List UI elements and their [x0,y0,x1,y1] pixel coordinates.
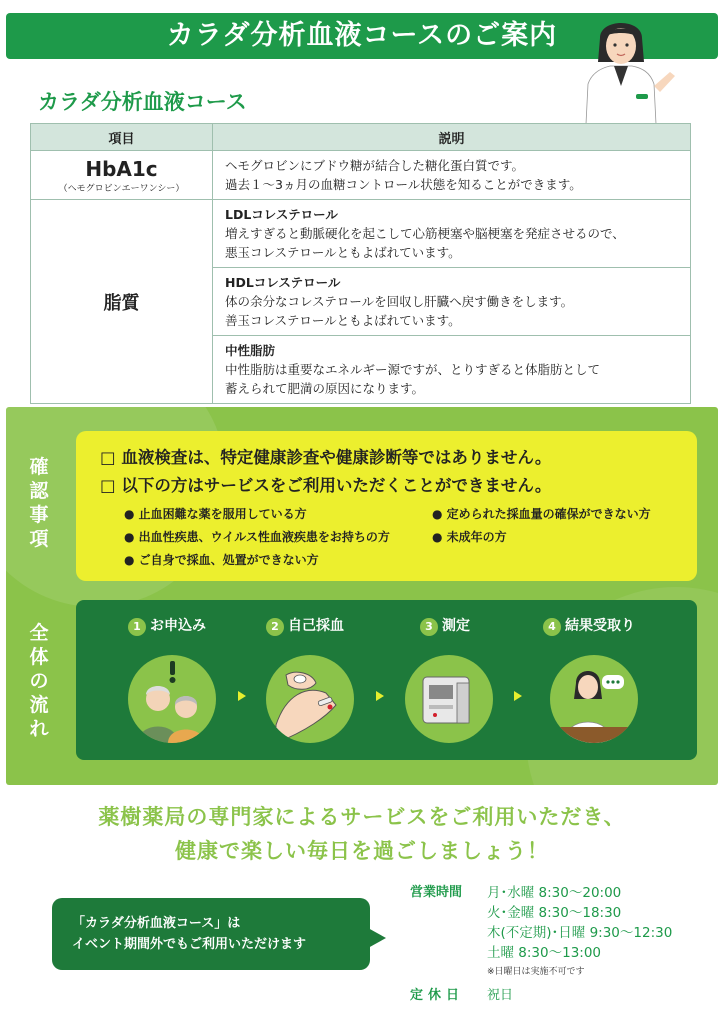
step-label-3 [420,615,470,636]
closed-day-value: 祝日 [487,988,514,1003]
bubble-tail [368,928,386,948]
hours-line: 木(不定期)･日曜 9:30〜12:30 [487,925,673,941]
hba1c-desc-line: 過去１〜3ヵ月の血糖コントロール状態を知ることができます。 [225,177,582,192]
confirm-label: 確認事項 [29,456,49,550]
step-text: 測定 [442,618,470,634]
step-text: 自己採血 [288,618,344,634]
hba1c-reading: （ヘモグロビンエーワンシー） [58,183,185,194]
confirm-bullet: ● 未成年の方 [432,530,507,544]
hba1c-cell [31,151,213,200]
hours-line: 土曜 8:30〜13:00 [487,945,602,961]
tg-desc-line: 蓄えられて肥満の原因になります。 [225,381,425,396]
column-header-description: 説明 [213,124,691,151]
lipid-name: 脂質 [103,292,140,314]
hdl-title: HDLコレステロール [225,275,341,290]
step-label-1 [128,615,206,636]
results-illustration [550,655,638,743]
step-number: 1 [128,618,146,636]
hba1c-name: HbA1c [85,156,158,181]
ldl-desc-line: 悪玉コレステロールともよばれています。 [225,245,461,260]
lipid-cell [31,200,213,404]
hdl-desc-line: 善玉コレステロールともよばれています。 [225,313,461,328]
column-header-item: 項目 [31,124,213,151]
tg-title: 中性脂肪 [225,343,276,358]
measurement-illustration [405,655,493,743]
confirm-bullet: ● 定められた採血量の確保ができない方 [432,507,651,521]
closed-day-label: 定休日 [410,988,465,1003]
confirm-check-2: □ 以下の方はサービスをご利用いただくことができません。 [100,476,552,495]
course-table [30,123,691,404]
flow-arrow [238,691,246,701]
flow-label: 全体の流れ [29,622,49,740]
notice-bubble [52,898,370,970]
closing-message-line: 薬樹薬局の専門家によるサービスをご利用いただき、 [98,805,626,829]
step-number: 3 [420,618,438,636]
hdl-description [213,268,691,336]
hdl-desc-line: 体の余分なコレステロールを回収し肝臓へ戻す働きをします。 [225,294,574,309]
step-number: 2 [266,618,284,636]
confirm-bullet: ● 出血性疾患、ウイルス性血液疾患をお持ちの方 [124,530,390,544]
flow-arrow [514,691,522,701]
step-label-4 [543,615,635,636]
flow-box [76,600,697,760]
ldl-desc-line: 増えすぎると動脈硬化を起こして心筋梗塞や脳梗塞を発症させるので、 [225,226,625,241]
confirm-box [76,431,697,581]
notice-line: イベント期間外でもご利用いただけます [72,937,307,952]
confirm-bullet: ● 止血困難な薬を服用している方 [124,507,307,521]
hours-line: 火･金曜 8:30〜18:30 [487,905,622,921]
info-panel [6,407,718,785]
ldl-description [213,200,691,268]
step-number: 4 [543,618,561,636]
closing-message-line: 健康で楽しい毎日を過ごしましょう！ [175,839,549,863]
ldl-title: LDLコレステロール [225,207,338,222]
tg-desc-line: 中性脂肪は重要なエネルギー源ですが、とりすぎると体脂肪として [225,362,601,377]
hba1c-desc-line: ヘモグロビンにブドウ糖が結合した糖化蛋白質です。 [225,158,525,173]
business-hours-label: 営業時間 [410,885,463,900]
flow-arrow [376,691,384,701]
self-blood-draw-illustration [266,655,354,743]
hba1c-description [213,151,691,200]
hours-line: 月･水曜 8:30〜20:00 [487,885,622,901]
page-title: カラダ分析血液コースのご案内 [166,20,558,51]
pharmacist-illustration [578,14,678,124]
tg-description [213,336,691,404]
course-heading: カラダ分析血液コース [38,90,247,114]
notice-line: 「カラダ分析血液コース」は [72,916,241,931]
closing-message [0,800,724,868]
step-text: お申込み [150,618,206,634]
confirm-check-1: □ 血液検査は、特定健康診査や健康診断等ではありません。 [100,448,552,467]
step-text: 結果受取り [565,618,635,634]
confirm-bullet: ● ご自身で採血、処置ができない方 [124,553,319,567]
step-label-2 [266,615,344,636]
apply-illustration [128,655,216,743]
hours-note: ※日曜日は実施不可です [487,967,585,977]
